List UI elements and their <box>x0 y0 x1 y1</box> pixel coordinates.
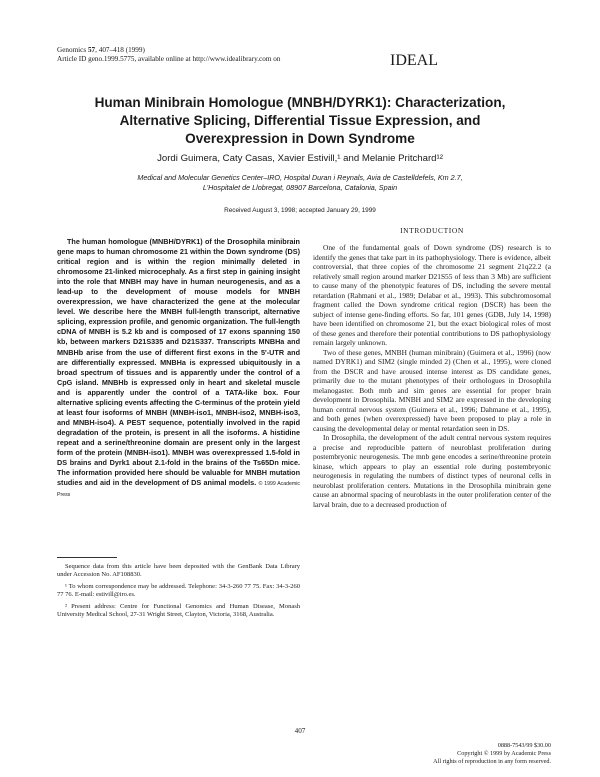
journal-header <box>57 46 280 64</box>
abstract-text: The human homologue (MNBH/DYRK1) of the Drosophila minibrain gene maps to human chromosome 21 within the Down syndrome (DS) critical region and is within the region minimally deleted in chromosome 21-linked microcephaly. As a first step in gaining insight into the role that MNBH may have in human neurogenesis, and as a lead-up to the development of mouse models for MNBH overexpression, we have characterized the gene at the molecular level. We describe here the MNBH full-length transcript, alternative splicing, expression profile, and genomic organization. The full-length cDNA of MNBH is 5.2 kb and is composed of 17 exons spanning 150 kb, between markers D21S335 and D21S337. Transcripts MNBHa and MNBHb arise from the use of different first exons in the 5'-UTR and are differentially expressed. MNBHa is expressed ubiquitously in a broad spectrum of tissues and is apparently under the control of a CpG island. MNBHb is expressed only in heart and skeletal muscle and is apparently under the control of a TATA-like box. Four alternative splicing events affecting the C-terminus of the protein yield at least four isoforms of MNBH (MNBH-iso1, MNBH-iso2, MNBH-iso3, and MNBH-iso4). A PEST sequence, potentially involved in the rapid degradation of the protein, is present in all the isoforms. A histidine repeat and a serine/threonine domain are present only in the largest form of the protein (MNBH-iso1). MNBH was overexpressed 1.5-fold in DS brains and Dyrk1 about 2.1-fold in the brains of the Ts65Dn mice. The information provided here should be valuable for MNBH mutation studies and aid in the development of DS animal models. <box>57 237 300 488</box>
footnote-sequence: Sequence data from this article have been deposited with the GenBank Data Library under Accession No. AF108830. <box>57 563 300 579</box>
issn-line: 0888-7543/99 $30.00 <box>497 742 551 749</box>
footnote-rule <box>57 557 117 558</box>
page-number: 407 <box>294 727 306 735</box>
affiliation-line-2: L'Hospitalet de Llobregat, 08907 Barcelona, Catalonia, Spain <box>202 182 398 192</box>
rights-line: All rights of reproduction in any form reserved. <box>433 757 551 765</box>
article-id-line: Article ID geno.1999.5775, available online at http://www.idealibrary.com on <box>57 55 281 63</box>
intro-paragraph-1: One of the fundamental goals of Down syndrome (DS) research is to identify the genes that take part in its pathophysiology. There is evidence, albeit controversial, that three copies of the chromosome 21 segment 21q22.2 (a relatively small region around marker D21S55 of less than 3 Mb) are sufficient to cause many of the phenotypic features of DS, including the severe mental retardation (Rahmani et al., 1989; Delabar et al., 1993). This subchromosomal fragment called the Down syndrome critical region (DSCR) has been the subject of intense gene-finding efforts. So far, 101 genes (GDB, July 14, 1998) have been identified on chromosome 21, but the exact biological roles of most of these genes and therefore their potential contributions to DS pathophysiology remain largely unknown. <box>313 243 551 348</box>
abstract-copyright: © 1999 Academic Press <box>57 481 301 499</box>
journal-name: Genomics <box>57 46 88 54</box>
journal-citation <box>57 46 280 55</box>
title-line-1: Human Minibrain Homologue (MNBH/DYRK1): Characterization, <box>94 95 506 110</box>
received-date: Received August 3, 1998; accepted January 29, 1999 <box>224 207 376 214</box>
intro-paragraph-3: In Drosophila, the development of the adult central nervous system requires a precise and reproducible pattern of neuroblast proliferation during postembryonic neurogenesis. The mnb gene encodes a serine/threonine protein kinase, which appears to play an essential role during postembryonic neurogenesis in regulating the numbers of distinct types of neuronal cells in neuroblast proliferation centers. Mutations in the Drosophila minibrain gene cause an abnormal spacing of neuroblasts in the outer proliferation center of the larval brain, due to a decreased production of <box>313 433 551 509</box>
footnote-1: ¹ To whom correspondence may be addressed. Telephone: 34-3-260 77 75. Fax: 34-3-260 77 76. E-mail: estivill@iro.es. <box>57 582 300 599</box>
article-title <box>40 94 560 148</box>
introduction-body <box>313 243 551 509</box>
title-line-2: Alternative Splicing, Differential Tissue Expression, and <box>119 113 481 128</box>
copyright-block <box>360 742 551 765</box>
intro-paragraph-2: Two of these genes, MNBH (human minibrain) (Guimera et al., 1996) (now named DYRK1) and SIM2 (single minded 2) (Chen et al., 1995), were cloned from the DSCR and have aroused intense interest as DS candidate genes, primarily due to the mutant phenotypes of their orthologues in Drosophila melanogaster. Both mnb and sim genes are essential for proper brain development in Drosophila. MNBH and SIM2 are expressed in the developing human central nervous system (Guimera et al., 1996; Dahmane et al., 1995), and both genes (when overexpressed) have been proposed to play a role in causing the developmental delay or mental retardation seen in DS. <box>313 347 551 433</box>
affiliation-line-1: Medical and Molecular Genetics Center–IRO, Hospital Duran i Reynals, Avia de Castelldefels, Km 2.7, <box>137 173 463 182</box>
journal-pages: , 407–418 (1999) <box>95 46 145 54</box>
title-line-3: Overexpression in Down Syndrome <box>185 131 415 146</box>
affiliation <box>40 173 560 193</box>
abstract <box>57 237 300 500</box>
footnote-2: ² Present address: Centre for Functional Genomics and Human Disease, Monash University Medical School, 27-31 Wright Street, Clayton, Victoria, 3168, Australia. <box>57 602 300 619</box>
copyright-line: Copyright © 1999 by Academic Press <box>457 749 551 757</box>
authors: Jordi Guimera, Caty Casas, Xavier Estivill,¹ and Melanie Pritchard¹² <box>157 153 443 164</box>
footnotes <box>57 563 300 622</box>
ideal-logo: IDEAL <box>390 52 438 69</box>
journal-volume: 57 <box>87 46 96 54</box>
introduction-heading: INTRODUCTION <box>400 226 464 235</box>
